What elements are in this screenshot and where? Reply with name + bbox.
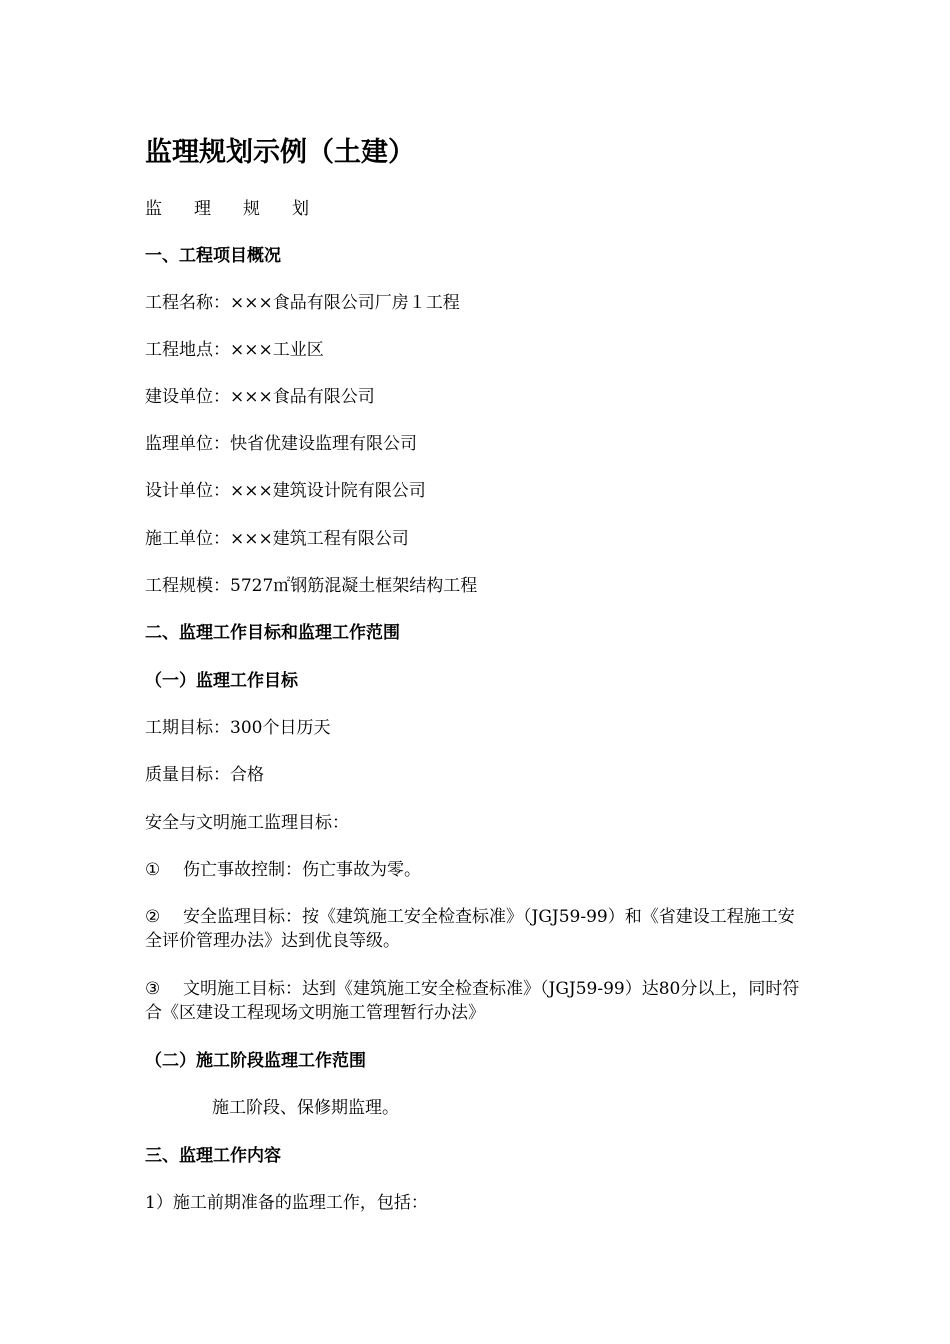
- document-title: 监理规划示例（土建）: [145, 137, 415, 168]
- numbered-text: 文明施工目标：达到《建筑施工安全检查标准》（JGJ59-99）达80分以上，同时符合《区建设工程现场文明施工管理暂行办法》: [145, 979, 800, 1023]
- project-scale: 工程规模：5727㎡钢筋混凝土框架结构工程: [145, 576, 478, 596]
- document-subtitle: 监理规划: [145, 199, 341, 219]
- numbered-marker: ②: [145, 907, 161, 927]
- numbered-item-1: [145, 858, 421, 882]
- safety-target-label: 安全与文明施工监理目标：: [145, 813, 349, 833]
- project-location: 工程地点：×××工业区: [145, 340, 324, 360]
- numbered-item-2: [145, 905, 805, 953]
- contractor-unit: 施工单位：×××建筑工程有限公司: [145, 529, 409, 549]
- section2-sub2-heading: （二）施工阶段监理工作范围: [145, 1051, 366, 1071]
- quality-target: 质量目标：合格: [145, 765, 264, 785]
- numbered-marker: ①: [145, 860, 161, 880]
- section2-heading: 二、监理工作目标和监理工作范围: [145, 623, 400, 643]
- supervision-unit: 监理单位：快省优建设监理有限公司: [145, 434, 417, 454]
- project-name: 工程名称：×××食品有限公司厂房１工程: [145, 293, 460, 313]
- numbered-text: 伤亡事故控制：伤亡事故为零。: [183, 860, 421, 880]
- construction-scope: 施工阶段、保修期监理。: [212, 1098, 399, 1118]
- numbered-item-3: [145, 977, 805, 1025]
- numbered-marker: ③: [145, 979, 161, 999]
- numbered-text: 安全监理目标：按《建筑施工安全检查标准》（JGJ59-99）和《省建设工程施工安全评价管理办法》达到优良等级。: [145, 907, 795, 951]
- section2-sub1-heading: （一）监理工作目标: [145, 671, 298, 691]
- design-unit: 设计单位：×××建筑设计院有限公司: [145, 481, 426, 501]
- construction-unit: 建设单位：×××食品有限公司: [145, 387, 375, 407]
- section1-heading: 一、工程项目概况: [145, 246, 281, 266]
- section3-heading: 三、监理工作内容: [145, 1146, 281, 1166]
- schedule-target: 工期目标：300个日历天: [145, 718, 331, 738]
- preparation-work: 1）施工前期准备的监理工作，包括：: [145, 1193, 428, 1213]
